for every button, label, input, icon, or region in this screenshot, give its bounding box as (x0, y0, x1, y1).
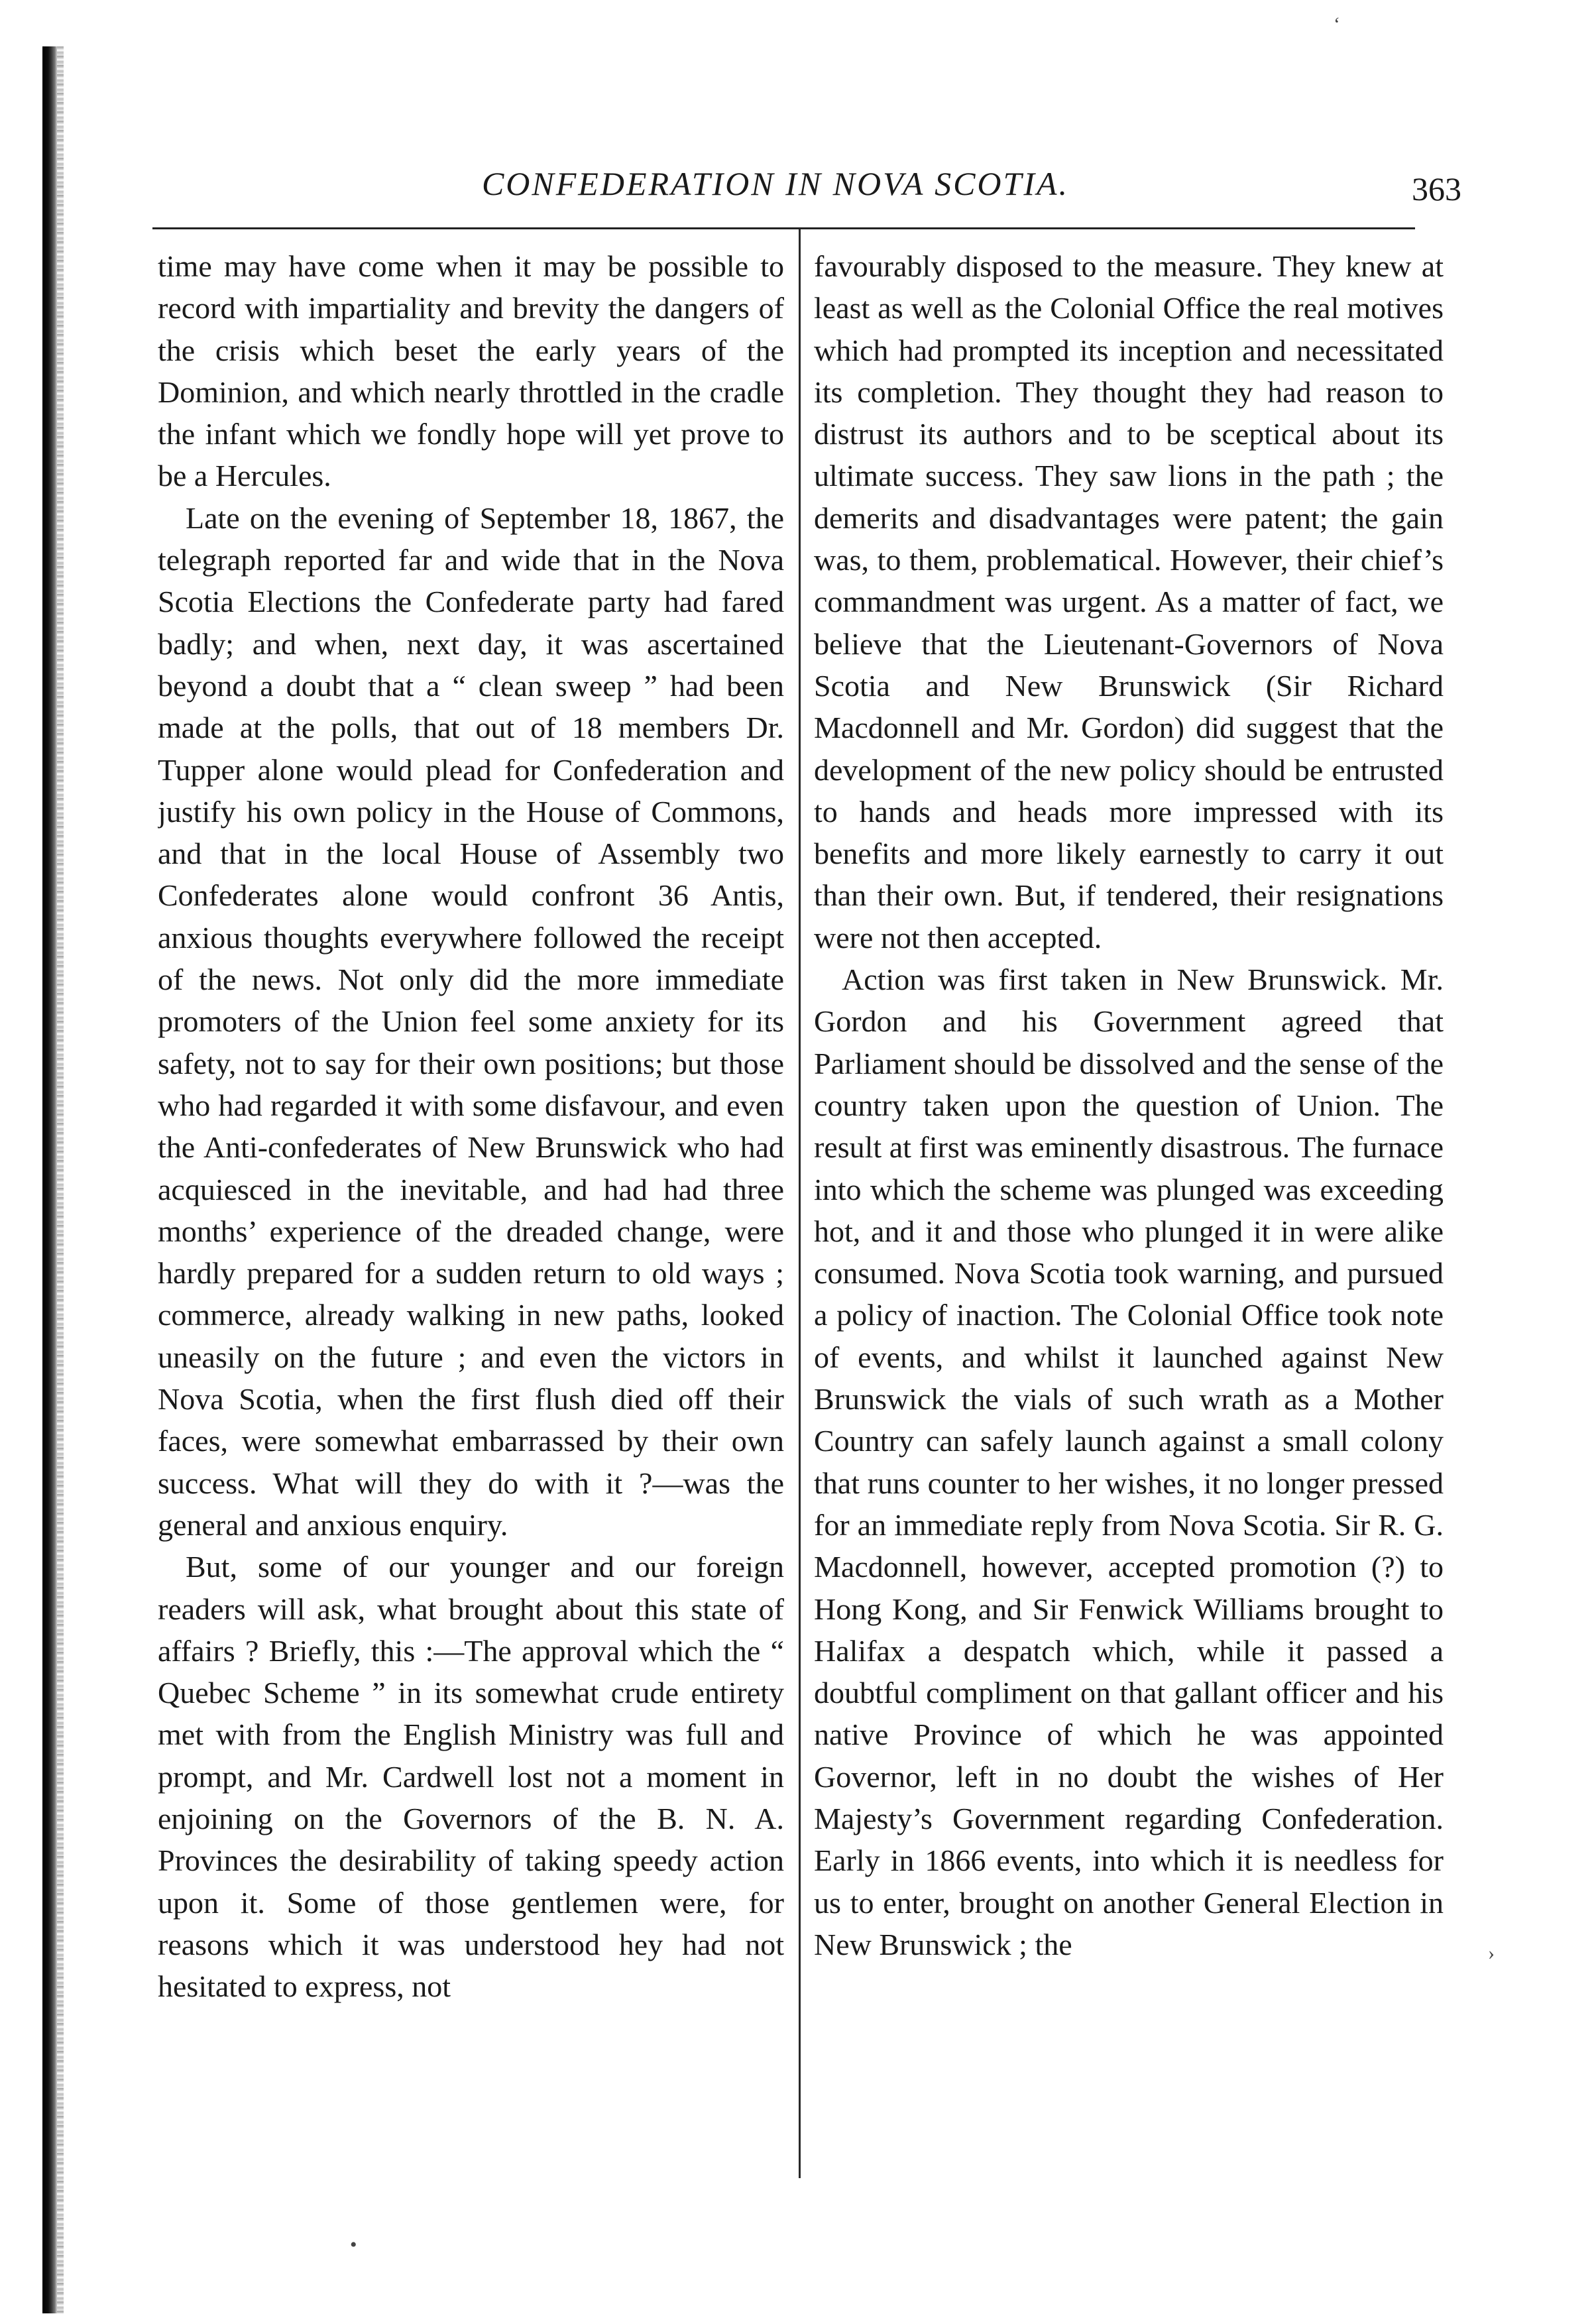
stray-print-mark: › (1488, 1942, 1495, 1964)
page-binding-edge (42, 46, 57, 2313)
page-number: 363 (1412, 170, 1461, 207)
column-divider (799, 229, 801, 2178)
stray-print-mark: ‘ (1334, 13, 1340, 35)
left-paragraph-1: time may have come when it may be possible to record with impartiality and brevity the dangers of the crisis which beset the early years of the Dominion, and which nearly throttled in the cradle the infant which we fondly hope will yet prove to be a Hercules. (158, 249, 784, 493)
right-paragraph-1: favourably disposed to the measure. They knew at least as well as the Colonial Office the real motives which had prompted its inception and necessitated its completion. They thought they had reason to distrust its authors and to be sceptical about its ultimate success. They saw lions in the path ; the demerits and disadvantages were patent; the gain was, to them, problematical. However, their chief’s commandment was urgent. As a matter of fact, we believe that the Lieutenant-Governors of Nova Scotia and New Brunswick (Sir Richard Macdonnell and Mr. Gordon) did suggest that the development of the new policy should be entrusted to hands and heads more impressed with its benefits and more likely earnestly to carry it out than their own. But, if tendered, their resignations were not then accepted. (814, 249, 1444, 955)
right-column (814, 245, 1444, 2293)
header-rule (152, 227, 1415, 229)
stray-print-mark: • (350, 2234, 357, 2256)
left-paragraph-3: But, some of our younger and our foreign readers will ask, what brought about this state of affairs ? Briefly, this :—The approval which the “ Quebec Scheme ” in its somewhat crude entirety met with from the English Ministry was full and prompt, and Mr. Cardwell lost not a moment in enjoining on the Governors of the B. N. A. Provinces the desirability of taking speedy action upon it. Some of those gentlemen were, for reasons which it was understood hey had not hesitated to express, not (158, 1550, 784, 2004)
running-head (152, 164, 1461, 217)
left-column (158, 245, 784, 2293)
right-paragraph-2: Action was first taken in New Brunswick. Mr. Gordon and his Government agreed that Parliament should be dissolved and the sense of the country taken upon the question of Union. The result at first was eminently disastrous. The furnace into which the scheme was plunged was exceeding hot, and it and those who plunged it in were alike consumed. Nova Scotia took warning, and pursued a policy of inaction. The Colonial Office took note of events, and whilst it launched against New Brunswick the vials of such wrath as a Mother Country can safely launch against a small colony that runs counter to her wishes, it no longer pressed for an immediate reply from Nova Scotia. Sir R. G. Macdonnell, however, accepted promotion (?) to Hong Kong, and Sir Fenwick Williams brought to Halifax a despatch which, while it passed a doubtful compliment on that gallant officer and his native Province of which he was appointed Governor, left in no doubt the wishes of Her Majesty’s Government regarding Confederation. Early in 1866 events, into which it is needless for us to enter, brought on another General Election in New Brunswick ; the (814, 962, 1444, 1961)
left-paragraph-2: Late on the evening of September 18, 1867, the telegraph reported far and wide that in the Nova Scotia Elections the Confederate party had fared badly; and when, next day, it was ascertained beyond a doubt that a “ clean sweep ” had been made at the polls, that out of 18 members Dr. Tupper alone would plead for Confederation and justify his own policy in the House of Commons, and that in the local House of Assembly two Confederates alone would confront 36 Antis, anxious thoughts everywhere followed the receipt of the news. Not only did the more immediate promoters of the Union feel some anxiety for its safety, not to say for their own positions; but those who had regarded it with some disfavour, and even the Anti-confederates of New Brunswick who had acquiesced in the inevitable, and had had three months’ experience of the dreaded change, were hardly prepared for a sudden return to old ways ; commerce, already walking in new paths, looked uneasily on the future ; and even the victors in Nova Scotia, when the first flush died off their faces, were somewhat embarrassed by their own success. What will they do with it ?—was the general and anxious enquiry. (158, 500, 784, 1542)
running-title: CONFEDERATION IN NOVA SCOTIA. (481, 165, 1070, 202)
